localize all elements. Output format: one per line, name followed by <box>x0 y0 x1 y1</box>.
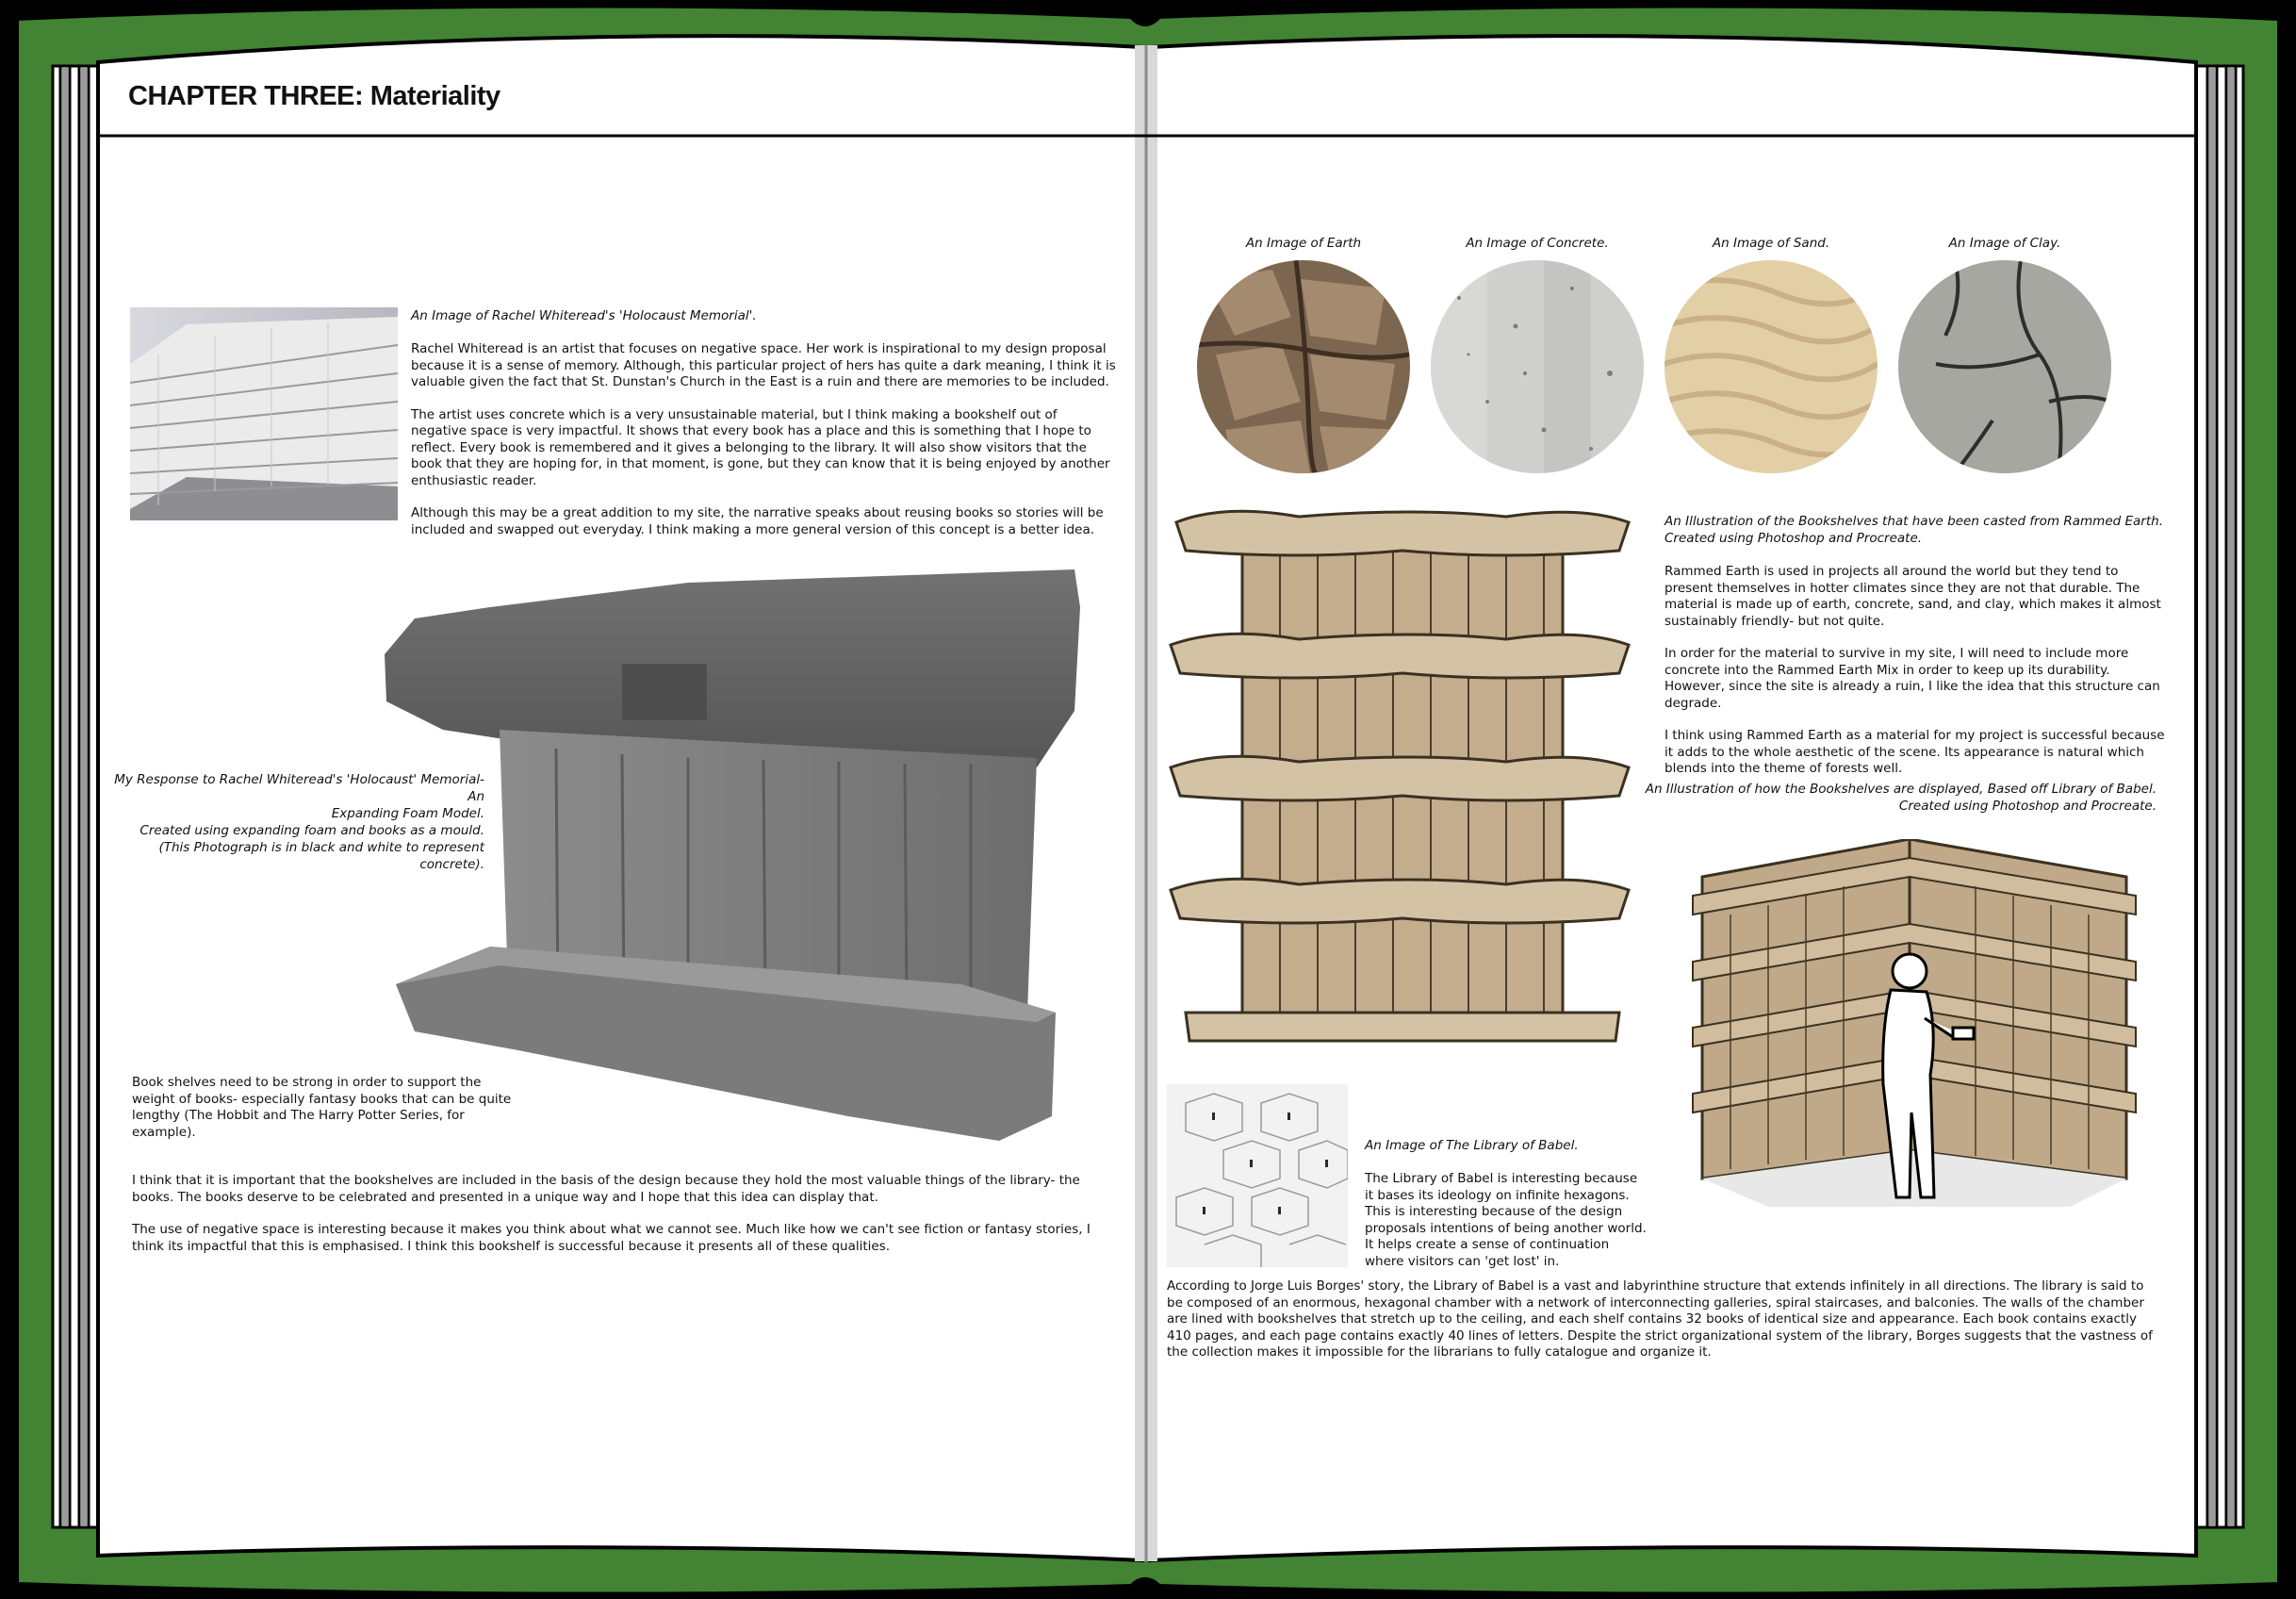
babel-illustration-line2: Created using Photoshop and Procreate. <box>1898 799 2157 814</box>
babel-illustration-caption <box>1640 781 2157 815</box>
bookshelves-note: Book shelves need to be strong in order to support the weight of books- especially fantasy books that can be quite lengthy (The Hobbit and The Harry Potter Series, for example). <box>132 1075 512 1140</box>
left-bottom-text <box>132 1173 1122 1271</box>
whiteread-p3: Although this may be a great addition to my site, the narrative speaks about reusing books so stories will be included and swapped out everyday. I think making a more general version of this concept is a better idea. <box>411 505 1104 537</box>
rammed-earth-bookshelf-illustration <box>1167 503 1634 1045</box>
foam-caption-line3: Created using expanding foam and books as a mould. <box>139 823 484 838</box>
concrete-caption: An Image of Concrete. <box>1466 236 1609 251</box>
foam-caption-line4: (This Photograph is in black and white to represent concrete). <box>158 840 484 872</box>
foam-caption-line1: My Response to Rachel Whiteread's 'Holocaust' Memorial- An <box>114 772 484 804</box>
earth-caption: An Image of Earth <box>1245 236 1362 251</box>
rammed-p3: I think using Rammed Earth as a material for my project is successful because it adds to the whole aesthetic of the scene. Its appearance is natural which blends into the theme of forests well. <box>1665 728 2165 776</box>
babel-caption: An Image of The Library of Babel. <box>1365 1138 1579 1153</box>
rammed-caption-line1: An Illustration of the Bookshelves that have been casted from Rammed Earth. <box>1665 514 2163 529</box>
sand-image <box>1665 260 1878 473</box>
earth-image <box>1197 260 1410 473</box>
rammed-earth-caption <box>1665 513 2192 547</box>
clay-caption: An Image of Clay. <box>1948 236 2061 251</box>
foam-model-caption <box>113 771 484 873</box>
rammed-earth-text <box>1665 564 2166 794</box>
page-title: CHAPTER THREE: Materiality <box>128 81 500 111</box>
borges-text: According to Jorge Luis Borges' story, the Library of Babel is a vast and labyrinthine structure that extends infinitely in all directions. The library is said to be composed of an enormous, hexagonal chamber with a network of interconnecting galleries, spiral staircases, and balconies. The walls of the chamber are lined with bookshelves that stretch up to the ceiling, and each shelf contains 32 books of identical size and appearance. Each book contains exactly 410 pages, and each page contains exactly 40 lines of letters. Despite the strict organizational system of the library, Borges suggests that the vastness of the collection makes it impossible for the librarians to fully catalogue and organize it. <box>1167 1278 2153 1360</box>
corner-bookshelves-illustration <box>1674 839 2141 1212</box>
babel-illustration-line1: An Illustration of how the Bookshelves are displayed, Based off Library of Babel. <box>1645 782 2157 797</box>
whiteread-p2: The artist uses concrete which is a very unsustainable material, but I think making a bookshelf out of negative space is very impactful. It shows that every book has a place and this is something that I hope to reflect. Every book is remembered and it gives a belonging to the library. It will also show visitors that the book that they are hoping for, in that moment, is gone, but they can know that it is being enjoyed by another enthusiastic reader. <box>411 406 1110 488</box>
rammed-caption-line2: Created using Photoshop and Procreate. <box>1665 531 1923 546</box>
whiteread-text <box>411 341 1116 554</box>
whiteread-memorial-photo <box>130 307 398 520</box>
whiteread-caption: An Image of Rachel Whiteread's 'Holocaust Memorial'. <box>411 308 757 323</box>
rammed-p2: In order for the material to survive in my site, I will need to include more concrete into the Rammed Earth Mix in order to keep up its durability. However, since the site is already a ruin, I like the idea that this structure can degrade. <box>1665 646 2160 711</box>
left-bottom-p1: I think that it is important that the bookshelves are included in the basis of the design because they hold the most valuable things of the library- the books. The books deserve to be celebrated and presented in a unique way and I hope that this idea can display that. <box>132 1173 1080 1205</box>
left-bottom-p2: The use of negative space is interesting because it makes you think about what we cannot see. Much like how we can't see fiction or fantasy stories, I think its impactful that this is emphasised. I think this bookshelf is successful because it presents all of these qualities. <box>132 1222 1091 1254</box>
babel-text: The Library of Babel is interesting because it bases its ideology on infinite hexagons. This is interesting because of the design proposals intentions of being another world. It helps create a sense of continuation where visitors can 'get lost' in. <box>1365 1171 1647 1269</box>
whiteread-p1: Rachel Whiteread is an artist that focuses on negative space. Her work is inspirational to my design proposal because it is a sense of memory. Although, this particular project of hers has quite a dark meaning, I think it is valuable given the fact that St. Dunstan's Church in the East is a ruin and there are memories to be included. <box>411 341 1116 389</box>
rammed-p1: Rammed Earth is used in projects all around the world but they tend to present themselves in hotter climates since they are not that durable. The material is made up of earth, concrete, sand, and clay, which makes it almost sustainably friendly- but not quite. <box>1665 564 2161 629</box>
foam-caption-line2: Expanding Foam Model. <box>331 806 484 821</box>
clay-image <box>1898 260 2111 473</box>
concrete-image <box>1431 260 1644 473</box>
sand-caption: An Image of Sand. <box>1712 236 1830 251</box>
page-edges-left <box>53 66 102 1527</box>
library-of-babel-image <box>1167 1084 1348 1267</box>
page-edges-right <box>2192 66 2243 1527</box>
